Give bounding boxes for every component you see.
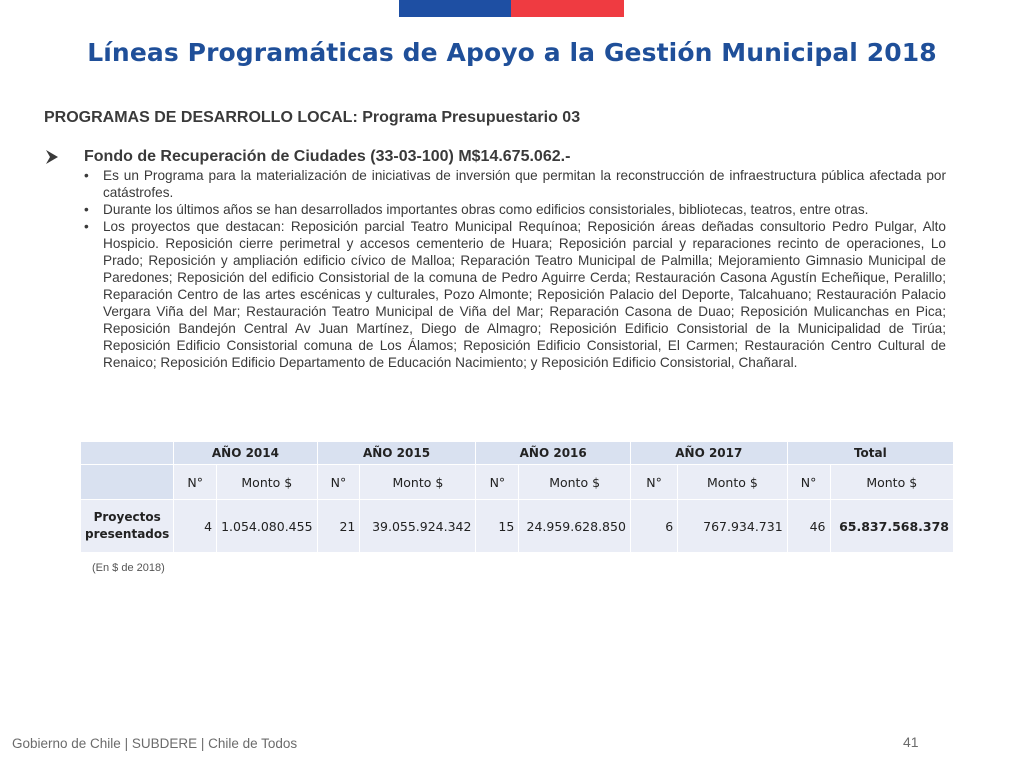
slide-title: Líneas Programáticas de Apoyo a la Gestión Municipal 2018: [87, 38, 937, 67]
total-header: Total: [787, 442, 953, 465]
section-subtitle: PROGRAMAS DE DESARROLLO LOCAL: Programa Presupuestario 03: [44, 109, 581, 126]
count-header: N°: [317, 465, 360, 500]
total-count-cell: 46: [787, 500, 830, 553]
count-header: N°: [630, 465, 677, 500]
amount-cell: 1.054.080.455: [217, 500, 317, 553]
year-header: AÑO 2016: [476, 442, 630, 465]
fund-heading-text: Fondo de Recuperación de Ciudades (33-03-100) M$14.675.062.-: [84, 148, 571, 165]
total-amount-cell: 65.837.568.378: [830, 500, 953, 553]
bullet-dot: •: [84, 168, 89, 183]
table-subheader-row: [81, 465, 954, 500]
amount-header: Monto $: [217, 465, 317, 500]
bullet-dot: •: [84, 219, 89, 234]
year-header: AÑO 2017: [630, 442, 787, 465]
flag-bar-blue: [399, 0, 511, 17]
flag-bar-red: [511, 0, 624, 17]
count-cell: 4: [174, 500, 217, 553]
bullet-item: [84, 167, 946, 201]
count-cell: 21: [317, 500, 360, 553]
amount-header: Monto $: [519, 465, 631, 500]
bullet-list: [84, 167, 946, 371]
arrow-bullet-icon: [44, 149, 64, 165]
amount-cell: 39.055.924.342: [360, 500, 476, 553]
projects-table: [80, 441, 954, 553]
count-header: N°: [476, 465, 519, 500]
count-cell: 6: [630, 500, 677, 553]
amount-header: Monto $: [360, 465, 476, 500]
table-corner-cell: [81, 442, 174, 465]
amount-header: Monto $: [678, 465, 787, 500]
count-header: N°: [174, 465, 217, 500]
footer-text: Gobierno de Chile | SUBDERE | Chile de Todos: [12, 736, 298, 751]
table-corner-cell: [81, 465, 174, 500]
bullet-item: [84, 218, 946, 371]
bullet-text: Durante los últimos años se han desarrollados importantes obras como edificios consistoriales, bibliotecas, teatros, entre otras.: [103, 202, 869, 217]
amount-cell: 24.959.628.850: [519, 500, 631, 553]
page-number: 41: [903, 734, 919, 750]
bullet-dot: •: [84, 202, 89, 217]
currency-note: (En $ de 2018): [92, 562, 165, 574]
amount-cell: 767.934.731: [678, 500, 787, 553]
year-header: AÑO 2015: [317, 442, 476, 465]
row-label: Proyectos presentados: [81, 500, 174, 553]
bullet-text: Los proyectos que destacan: Reposición parcial Teatro Municipal Requínoa; Reposición áreas deñadas consultorio Pedro Pulgar, Alto Hospicio. Reposición cierre perimetral y accesos cementerio de Huara; Reposición parcial y reparaciones recinto de operaciones, Lo Prado; Reposición y ampliación edificio cívico de Malloa; Reparación Teatro Municipal de Palmilla; Mejoramiento Gimnasio Municipal de Paredones; Reposición del edificio Consistorial de la comuna de Pedro Aguirre Cerda; Restauración Casona Agustín Echeñique, Peralillo; Reparación Centro de las artes escénicas y culturales, Pozo Almonte; Reposición Palacio del Deporte, Talcahuano; Restauración Palacio Vergara Viña del Mar; Restauración Teatro Municipal de Viña del Mar; Reparación Casona de Duao; Reposición Mulicanchas en Pica; Reposición Bandejón Central Av Juan Martínez, Diego de Almagro; Reposición Edificio Consistorial de la Municipalidad de Tirúa; Reposición Edificio Consistorial comuna de Los Álamos; Reposición Edificio Consistorial, El Carmen; Restauración Centro Cultural de Renaico; Reposición Edificio Departamento de Educación Nacimiento; y Reposición Edificio Consistorial, Chañaral.: [103, 219, 946, 370]
table-row: [81, 500, 954, 553]
table-header-row: [81, 442, 954, 465]
amount-header: Monto $: [830, 465, 953, 500]
fund-heading: [44, 148, 570, 166]
count-cell: 15: [476, 500, 519, 553]
bullet-item: [84, 201, 946, 218]
year-header: AÑO 2014: [174, 442, 317, 465]
count-header: N°: [787, 465, 830, 500]
bullet-text: Es un Programa para la materialización de iniciativas de inversión que permitan la reconstrucción de infraestructura pública afectada por catástrofes.: [103, 168, 946, 200]
